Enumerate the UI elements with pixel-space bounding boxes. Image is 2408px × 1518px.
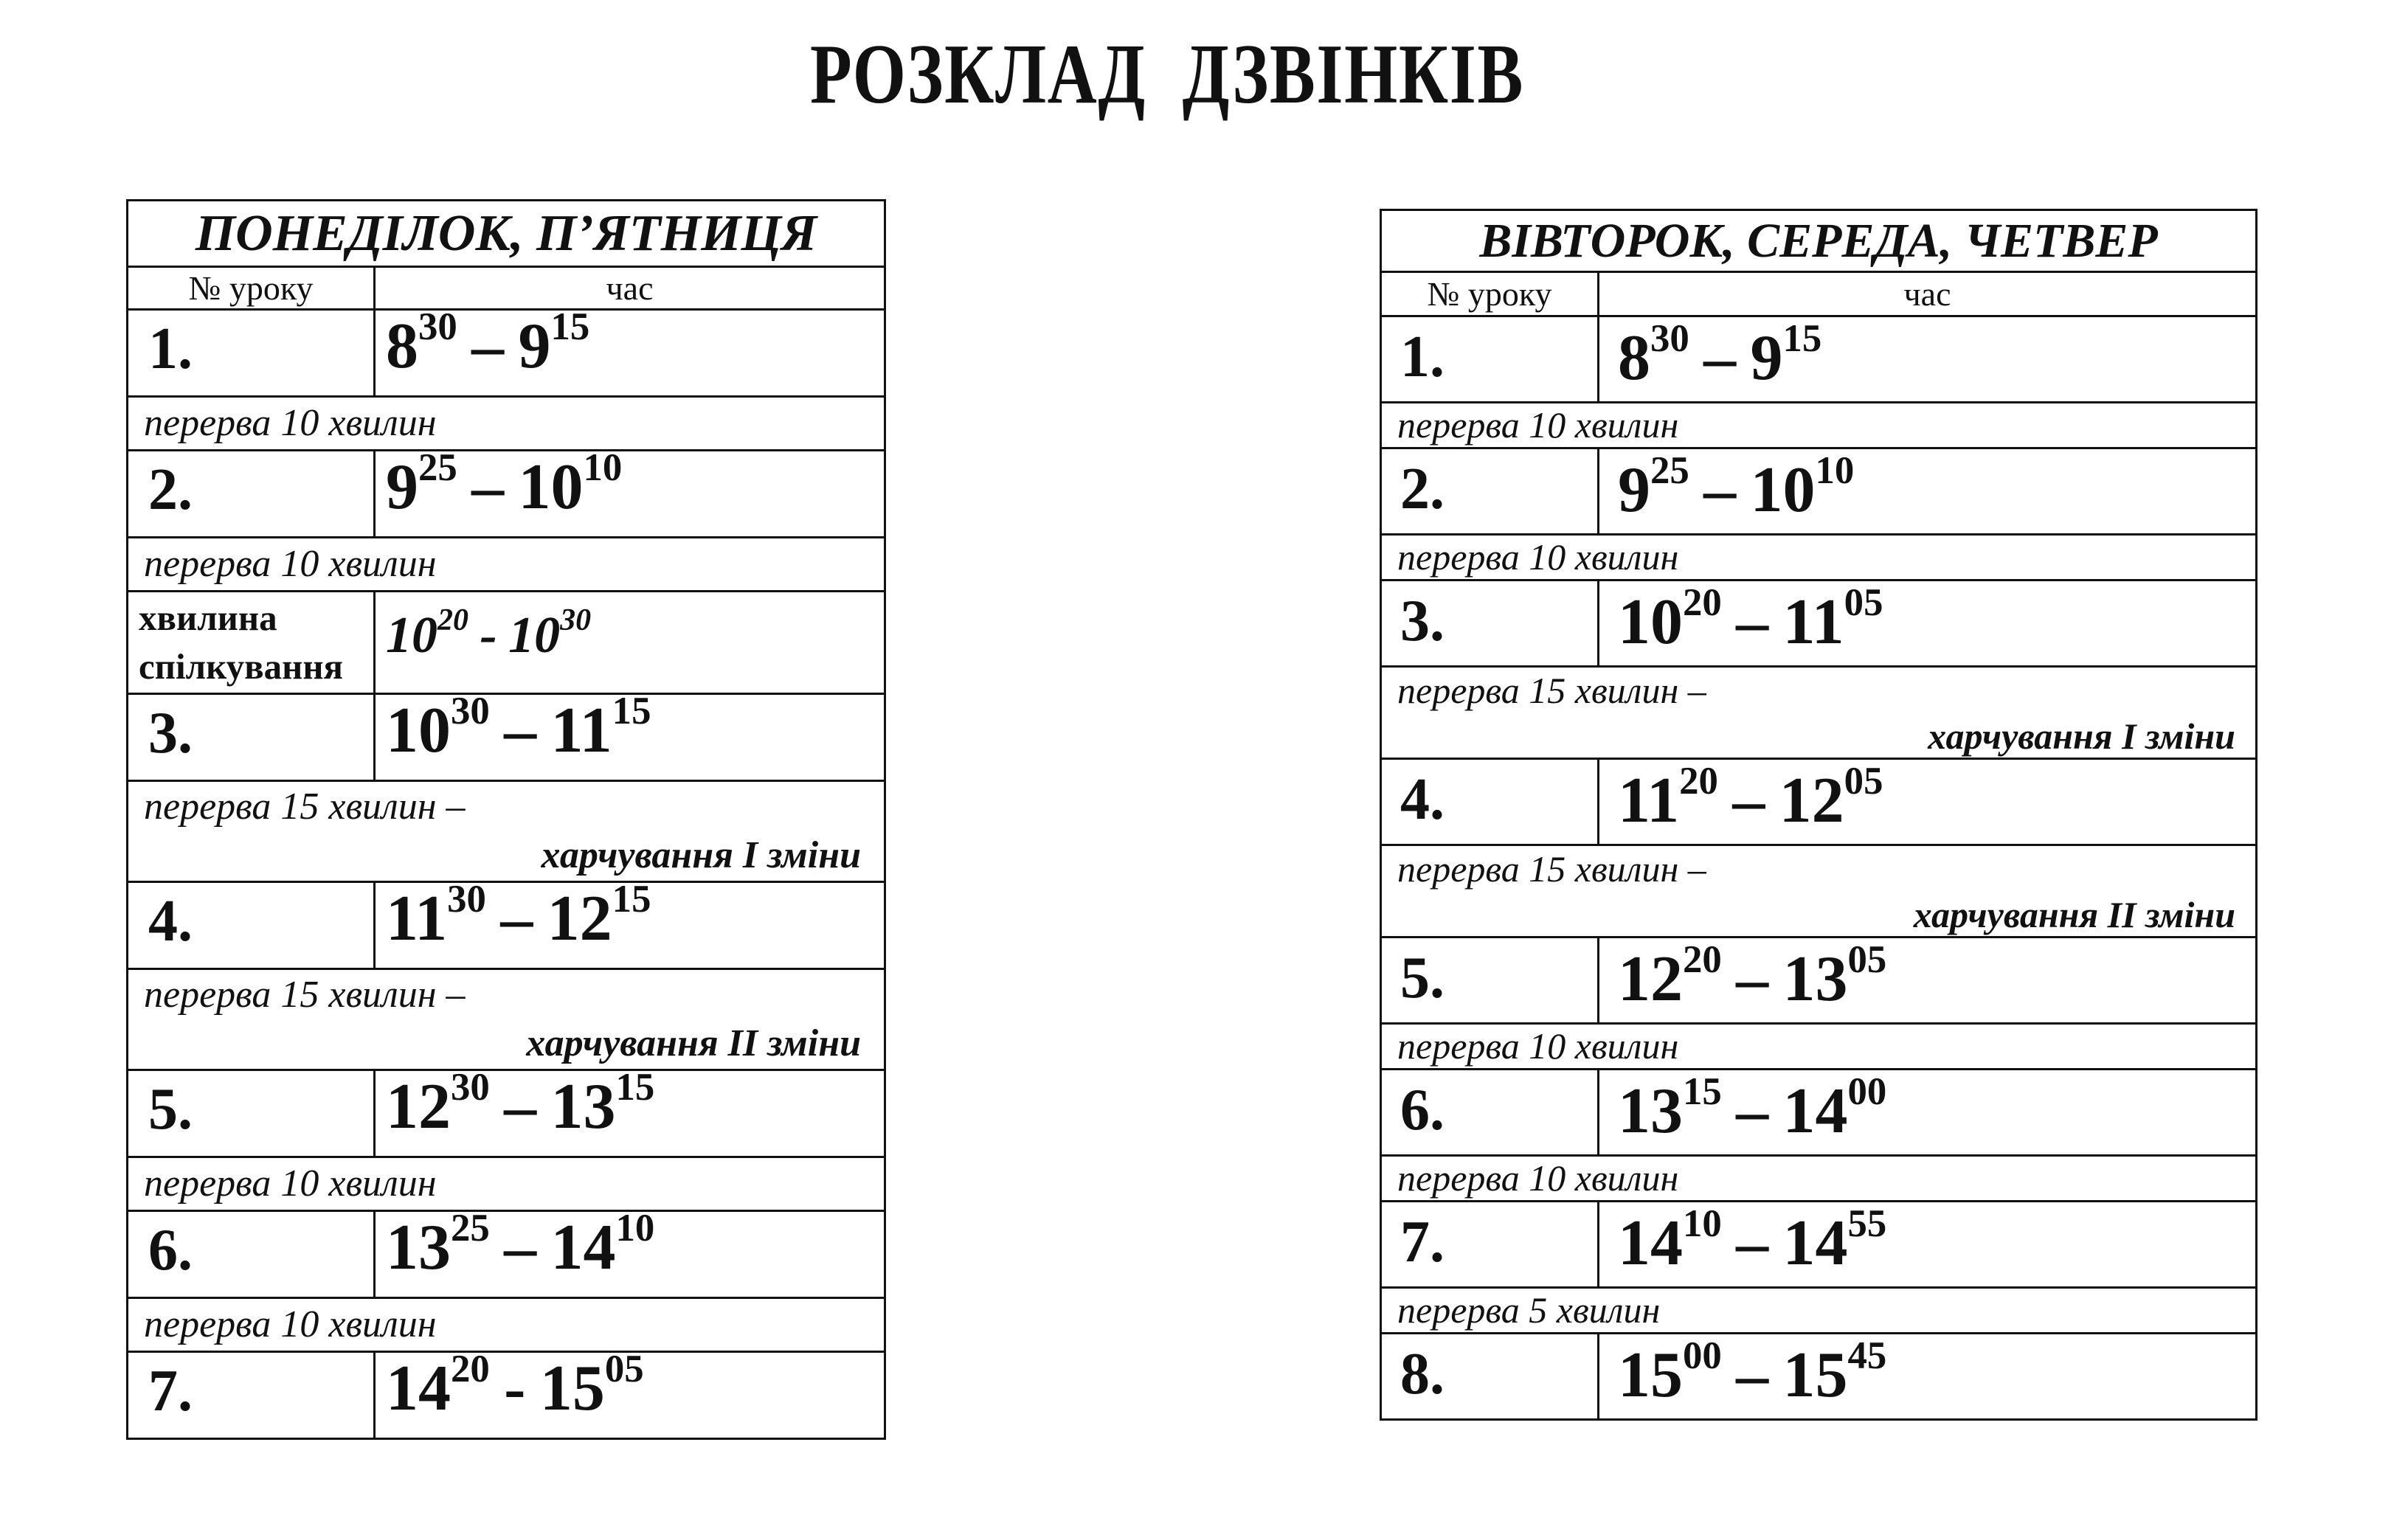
time-end-minutes: 45 [1847, 1334, 1887, 1377]
time-start-minutes: 30 [451, 689, 490, 732]
break-text: перерва 15 хвилин – [144, 786, 466, 828]
break-row [1382, 1022, 2255, 1068]
lesson-time [1599, 317, 2255, 401]
time-start-minutes: 30 [447, 877, 486, 921]
break-text: перерва 10 хвилин [1397, 1025, 1679, 1067]
time-start-minutes: 20 [1683, 938, 1722, 981]
lesson-number: 7. [1382, 1202, 1599, 1286]
break-text: перерва 5 хвилин [1397, 1289, 1661, 1331]
time-start-minutes: 30 [451, 1065, 490, 1109]
time-end-hour: 11 [1782, 586, 1844, 658]
time-separator: – [471, 311, 505, 382]
break-meal-text: харчування ІІ зміни [1913, 894, 2235, 935]
lesson-time [376, 1065, 884, 1156]
column-header-time: час [1903, 274, 1951, 313]
break-text: перерва 10 хвилин [144, 542, 437, 585]
break-row [1382, 1154, 2255, 1200]
time-start-hour: 10 [386, 607, 437, 664]
time-end-hour: 13 [1782, 943, 1848, 1015]
time-start-hour: 12 [386, 1071, 451, 1143]
time-start-hour: 13 [386, 1212, 451, 1283]
break-text: перерва 10 хвилин [1397, 1157, 1679, 1199]
time-separator: – [504, 695, 537, 766]
time-end-hour: 10 [508, 607, 561, 664]
time-end-minutes: 05 [1844, 580, 1883, 624]
lesson-row [1382, 758, 2255, 844]
lesson-row [1382, 447, 2255, 533]
time-start-hour: 14 [1618, 1207, 1683, 1279]
time-end-minutes: 15 [615, 1065, 655, 1109]
time-end-hour: 12 [1779, 765, 1844, 836]
lesson-number: 4. [128, 883, 376, 968]
lesson-time [1599, 1202, 2255, 1286]
time-end-minutes: 30 [560, 603, 592, 637]
time-separator: – [1736, 1207, 1769, 1279]
lesson-time [1599, 1334, 2255, 1418]
break-text: перерва 10 хвилин [1397, 404, 1679, 446]
break-row [128, 1156, 884, 1210]
lesson-time [376, 1347, 884, 1438]
time-start-hour: 13 [1618, 1075, 1683, 1147]
time-end-hour: 13 [550, 1071, 616, 1143]
time-end-minutes: 00 [1847, 1070, 1887, 1113]
communication-label-line-2: спілкування [139, 646, 344, 687]
break-row [1382, 533, 2255, 579]
time-start-hour: 8 [386, 311, 418, 382]
time-start-hour: 14 [386, 1353, 451, 1424]
time-end-hour: 10 [518, 451, 584, 523]
lesson-time [1599, 581, 2255, 665]
time-end-hour: 9 [1750, 322, 1783, 394]
time-start-minutes: 10 [1683, 1202, 1722, 1245]
lesson-time [1599, 1070, 2255, 1154]
schedule-table-mon-fri [126, 199, 886, 1440]
break-meal-text: харчування І зміни [1928, 715, 2235, 757]
lesson-time [376, 877, 884, 968]
time-separator: – [1703, 322, 1737, 394]
time-end-hour: 14 [1782, 1207, 1848, 1279]
time-separator: – [500, 883, 533, 954]
communication-minute-row [128, 590, 884, 693]
lesson-row [128, 1347, 884, 1438]
column-header-lesson: № уроку [1382, 273, 1599, 315]
lesson-number: 5. [1382, 938, 1599, 1022]
lesson-row [128, 877, 884, 968]
lesson-time [376, 689, 884, 780]
time-end-minutes: 15 [1782, 316, 1822, 360]
table-days-heading: ПОНЕДІЛОК, П’ЯТНИЦЯ [195, 204, 817, 262]
lesson-row [128, 1065, 884, 1156]
time-separator: - [504, 1353, 526, 1424]
time-end-hour: 15 [539, 1353, 605, 1424]
time-separator: – [1736, 1075, 1769, 1147]
break-row [1382, 844, 2255, 936]
break-row [128, 780, 884, 881]
communication-minute-time [376, 592, 884, 693]
time-separator: – [471, 451, 505, 523]
time-end-hour: 11 [550, 695, 612, 766]
break-row [128, 536, 884, 590]
break-row [1382, 665, 2255, 758]
break-row [128, 395, 884, 449]
time-start-minutes: 20 [451, 1347, 490, 1390]
break-text: перерва 10 хвилин [144, 1303, 437, 1345]
lesson-time [1599, 938, 2255, 1022]
lesson-row [1382, 936, 2255, 1022]
break-text: перерва 10 хвилин [1397, 536, 1679, 578]
time-end-hour: 10 [1750, 454, 1816, 526]
lesson-time [376, 446, 884, 536]
time-start-hour: 10 [386, 695, 451, 766]
time-end-minutes: 10 [615, 1206, 655, 1250]
lesson-number: 5. [128, 1071, 376, 1156]
lesson-row [1382, 1200, 2255, 1286]
lesson-row [128, 446, 884, 536]
time-start-hour: 10 [1618, 586, 1683, 658]
lesson-time [1599, 760, 2255, 844]
time-separator: – [1736, 586, 1769, 658]
break-text: перерва 15 хвилин – [1397, 848, 1706, 890]
time-start-minutes: 00 [1683, 1334, 1722, 1377]
table-days-heading: ВІВТОРОК, СЕРЕДА, ЧЕТВЕР [1479, 213, 2158, 268]
time-end-minutes: 05 [1847, 938, 1887, 981]
lesson-row [128, 305, 884, 395]
lesson-number: 4. [1382, 760, 1599, 844]
time-start-minutes: 15 [1683, 1070, 1722, 1113]
time-start-minutes: 25 [418, 446, 457, 489]
time-end-hour: 14 [550, 1212, 616, 1283]
column-header-lesson: № уроку [128, 268, 376, 308]
time-start-minutes: 25 [1650, 448, 1689, 492]
time-end-minutes: 05 [604, 1347, 644, 1390]
time-start-hour: 11 [386, 883, 448, 954]
lesson-row [1382, 579, 2255, 665]
lesson-number: 2. [128, 451, 376, 536]
break-meal-text: харчування ІІ зміни [526, 1022, 861, 1064]
lesson-time [376, 305, 884, 395]
lesson-row [1382, 315, 2255, 401]
lesson-row [1382, 1332, 2255, 1418]
time-end-hour: 14 [1782, 1075, 1848, 1147]
break-row [1382, 401, 2255, 447]
lesson-number: 8. [1382, 1334, 1599, 1418]
time-start-minutes: 20 [437, 603, 468, 637]
lesson-number: 7. [128, 1353, 376, 1438]
time-start-hour: 12 [1618, 943, 1683, 1015]
time-separator: - [480, 607, 497, 664]
lesson-number: 3. [1382, 581, 1599, 665]
lesson-time [376, 1206, 884, 1297]
lesson-number: 1. [128, 311, 376, 395]
time-start-minutes: 25 [451, 1206, 490, 1250]
break-meal-text: харчування І зміни [541, 834, 861, 876]
break-row [1382, 1286, 2255, 1332]
column-header-row [1382, 271, 2255, 315]
time-separator: – [1703, 454, 1737, 526]
page-title: РОЗКЛАД ДЗВІНКІВ [809, 27, 1525, 122]
time-end-minutes: 15 [612, 877, 651, 921]
break-text: перерва 15 хвилин – [1397, 670, 1706, 711]
break-text: перерва 15 хвилин – [144, 974, 466, 1016]
column-header-row [128, 266, 884, 308]
time-start-minutes: 20 [1683, 580, 1722, 624]
lesson-number: 6. [1382, 1070, 1599, 1154]
lesson-number: 3. [128, 695, 376, 780]
time-start-hour: 15 [1618, 1339, 1683, 1411]
time-separator: – [1736, 943, 1769, 1015]
time-start-minutes: 30 [418, 305, 457, 348]
time-start-hour: 9 [1618, 454, 1650, 526]
time-start-minutes: 20 [1679, 759, 1718, 803]
time-end-minutes: 55 [1847, 1202, 1887, 1245]
time-start-minutes: 30 [1650, 316, 1689, 360]
lesson-row [128, 1206, 884, 1297]
time-end-minutes: 15 [612, 689, 651, 732]
time-end-hour: 9 [518, 311, 551, 382]
lesson-number: 1. [1382, 317, 1599, 401]
break-row [128, 968, 884, 1069]
time-separator: – [1736, 1339, 1769, 1411]
communication-minute-label [128, 592, 376, 693]
lesson-time [1599, 449, 2255, 533]
break-text: перерва 10 хвилин [144, 1162, 437, 1205]
time-start-hour: 8 [1618, 322, 1650, 394]
break-text: перерва 10 хвилин [144, 401, 437, 444]
time-end-minutes: 15 [550, 305, 590, 348]
lesson-number: 2. [1382, 449, 1599, 533]
column-header-time: час [606, 268, 654, 307]
time-separator: – [504, 1212, 537, 1283]
time-end-minutes: 10 [1815, 448, 1855, 492]
time-end-minutes: 05 [1844, 759, 1883, 803]
lesson-row [1382, 1068, 2255, 1154]
lesson-number: 6. [128, 1212, 376, 1297]
lesson-row [128, 689, 884, 780]
time-start-hour: 11 [1618, 765, 1680, 836]
communication-label-line-1: хвилина [139, 597, 277, 638]
time-end-hour: 15 [1782, 1339, 1848, 1411]
time-end-hour: 12 [547, 883, 612, 954]
time-start-hour: 9 [386, 451, 418, 523]
schedule-table-tue-thu [1380, 209, 2258, 1421]
time-separator: – [504, 1071, 537, 1143]
break-row [128, 1297, 884, 1351]
time-end-minutes: 10 [583, 446, 623, 489]
time-separator: – [1732, 765, 1765, 836]
